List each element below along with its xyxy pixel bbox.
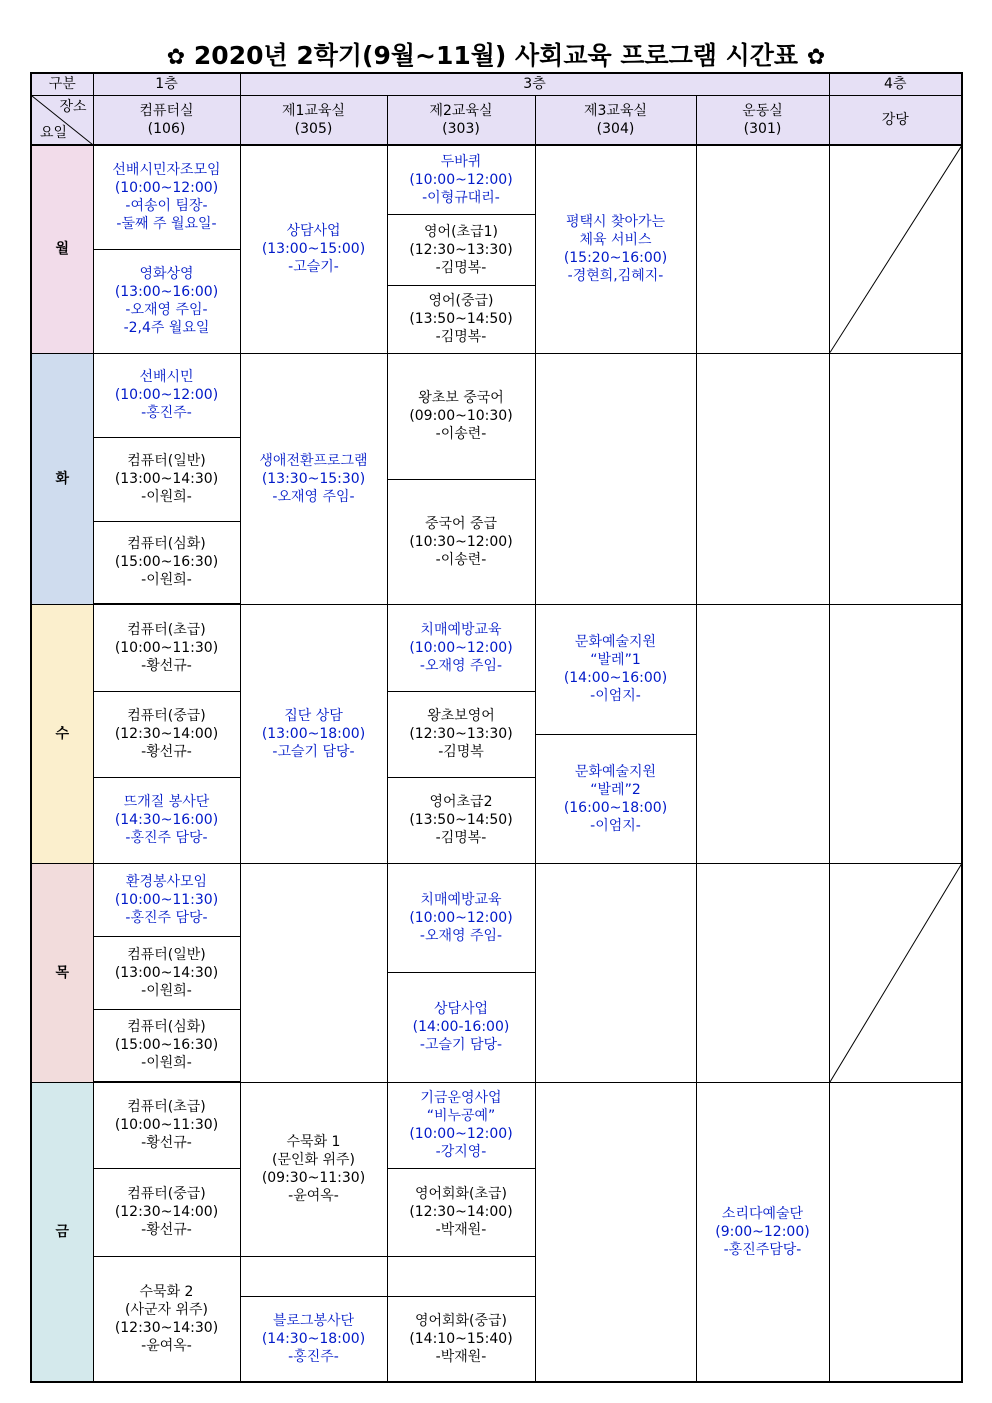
header-place-weekday — [31, 95, 93, 145]
header-category: 구분 — [31, 73, 93, 95]
diagonal-line — [830, 146, 962, 353]
mon-room303-3: 영어(중급) (13:50~14:50) -김명복- — [387, 285, 535, 353]
fri-room301: 소리다예술단 (9:00~12:00) -홍진주담당- — [696, 1082, 829, 1382]
mon-room303-2: 영어(초급1) (12:30~13:30) -김명복- — [387, 214, 535, 285]
fri-room304 — [535, 1082, 696, 1382]
schedule-table — [30, 72, 963, 1383]
fri-computer-3: 블로그봉사단 (14:30~18:00) -홍진주- — [240, 1296, 387, 1382]
title-text: 2020년 2학기(9월~11월) 사회교육 프로그램 시간표 — [193, 41, 799, 70]
day-tuesday: 화 — [31, 353, 93, 604]
thu-computer-3: 컴퓨터(심화) (15:00~16:30) -이원희- — [93, 1009, 240, 1082]
thu-computer-1: 환경봉사모임 (10:00~11:30) -홍진주 담당- — [93, 863, 240, 936]
header-place: 장소 — [59, 98, 87, 115]
fri-room303-2: 영어회화(초급) (12:30~14:00) -박재원- — [387, 1168, 535, 1256]
tue-room304 — [535, 353, 696, 604]
header-floor1: 1층 — [93, 73, 240, 95]
header-floor3: 3층 — [240, 73, 829, 95]
wed-computer-1: 컴퓨터(초급) (10:00~11:30) -황선규- — [93, 604, 240, 691]
wed-room304-1: 문화예술지원 “발레”1 (14:00~16:00) -이엄지- — [535, 604, 696, 734]
thu-auditorium — [829, 863, 962, 1082]
wed-room303-3: 영어초급2 (13:50~14:50) -김명복- — [387, 777, 535, 863]
wed-room305: 집단 상담 (13:00~18:00) -고슬기 담당- — [240, 604, 387, 863]
tue-computer-1: 선배시민 (10:00~12:00) -홍진주- — [93, 353, 240, 437]
mon-room301 — [696, 145, 829, 353]
room-auditorium: 강당 — [829, 95, 962, 145]
day-monday: 월 — [31, 145, 93, 353]
tue-computer-3: 컴퓨터(심화) (15:00~16:30) -이원희- — [93, 521, 240, 604]
fri-room303-1: 기금운영사업 “비누공예” (10:00~12:00) -강지영- — [387, 1082, 535, 1168]
mon-room305: 상담사업 (13:00~15:00) -고슬기- — [240, 145, 387, 353]
mon-auditorium — [829, 145, 962, 353]
wed-room303-2: 왕초보영어 (12:30~13:30) -김명복 — [387, 691, 535, 777]
fri-auditorium — [829, 1082, 962, 1382]
room-304: 제3교육실 (304) — [535, 95, 696, 145]
thu-room304 — [535, 863, 696, 1082]
day-friday: 금 — [31, 1082, 93, 1382]
fri-room303-3: 영어회화(중급) (14:10~15:40) -박재원- — [387, 1296, 535, 1382]
tue-room301 — [696, 353, 829, 604]
thu-computer-2: 컴퓨터(일반) (13:00~14:30) -이원희- — [93, 936, 240, 1009]
flower-icon-left: ✿ — [166, 45, 186, 70]
wed-auditorium — [829, 604, 962, 863]
tue-room303-1: 왕초보 중국어 (09:00~10:30) -이송련- — [387, 353, 535, 479]
room-303: 제2교육실 (303) — [387, 95, 535, 145]
tue-auditorium — [829, 353, 962, 604]
mon-computer-2: 영화상영 (13:00~16:00) -오재영 주임- -2,4주 월요일 — [93, 249, 240, 353]
day-thursday: 목 — [31, 863, 93, 1082]
mon-room304: 평택시 찾아가는 체육 서비스 (15:20~16:00) -경현희,김혜지- — [535, 145, 696, 353]
fri-room303-2-cont — [240, 1256, 387, 1296]
tue-room303-2: 중국어 중급 (10:30~12:00) -이송련- — [387, 479, 535, 604]
thu-room301 — [696, 863, 829, 1082]
room-301: 운동실 (301) — [696, 95, 829, 145]
flower-icon-right: ✿ — [806, 45, 826, 70]
mon-room303-1: 두바퀴 (10:00~12:00) -이형규대리- — [387, 145, 535, 214]
header-weekday: 요일 — [40, 125, 68, 141]
room-106: 컴퓨터실 (106) — [93, 95, 240, 145]
wed-computer-3: 뜨개질 봉사단 (14:30~16:00) -홍진주 담당- — [93, 777, 240, 863]
thu-room303-1: 치매예방교육 (10:00~12:00) -오재영 주임- — [387, 863, 535, 972]
wed-computer-2: 컴퓨터(중급) (12:30~14:00) -황선규- — [93, 691, 240, 777]
thu-room303-2: 상담사업 (14:00-16:00) -고슬기 담당- — [387, 972, 535, 1082]
day-wednesday: 수 — [31, 604, 93, 863]
thu-room305 — [240, 863, 387, 1082]
wed-room304-2: 문화예술지원 “발레”2 (16:00~18:00) -이엄지- — [535, 734, 696, 863]
fri-room305-2: 수묵화 2 (사군자 위주) (12:30~14:30) -윤여옥- — [93, 1256, 240, 1382]
fri-room305-1: 수묵화 1 (문인화 위주) (09:30~11:30) -윤여옥- — [240, 1082, 387, 1256]
room-305: 제1교육실 (305) — [240, 95, 387, 145]
mon-computer-1: 선배시민자조모임 (10:00~12:00) -여송이 팀장- -둘째 주 월요일- — [93, 145, 240, 249]
tue-room305: 생애전환프로그램 (13:30~15:30) -오재영 주임- — [240, 353, 387, 604]
tue-computer-2: 컴퓨터(일반) (13:00~14:30) -이원희- — [93, 437, 240, 521]
wed-room303-1: 치매예방교육 (10:00~12:00) -오재영 주임- — [387, 604, 535, 691]
fri-computer-2: 컴퓨터(중급) (12:30~14:00) -황선규- — [93, 1168, 240, 1256]
page-title — [0, 36, 992, 72]
header-floor4: 4층 — [829, 73, 962, 95]
wed-room301 — [696, 604, 829, 863]
diagonal-line — [830, 864, 962, 1082]
fri-computer-1: 컴퓨터(초급) (10:00~11:30) -황선규- — [93, 1082, 240, 1168]
